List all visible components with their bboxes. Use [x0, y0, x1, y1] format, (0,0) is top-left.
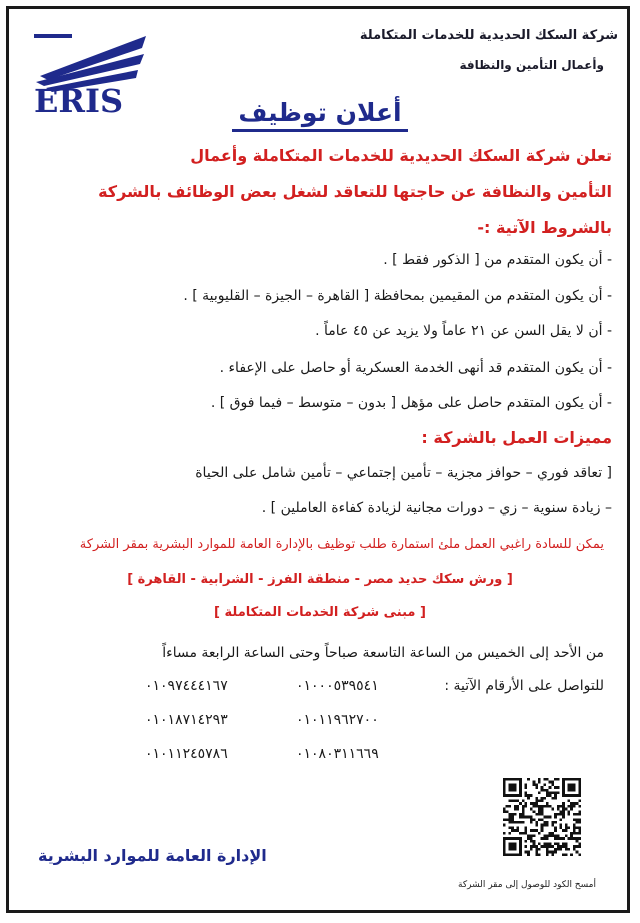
intro-line-3: بالشروط الآتية :- [477, 218, 612, 237]
condition-item: - أن يكون المتقدم قد أنهى الخدمة العسكرية أو حاصل على الإعفاء . [219, 360, 612, 376]
phone-number: ٠١٠٩٧٤٤٤١٦٧ [145, 678, 228, 694]
phone-number: ٠١٠٨٠٣١١٦٦٩ [296, 746, 379, 762]
working-hours: من الأحد إلى الخميس من الساعة التاسعة صباحاً وحتى الساعة الرابعة مساءاً [162, 645, 604, 661]
page-border [6, 6, 630, 913]
location-2: [ مبنى شركة الخدمات المتكاملة ] [214, 605, 426, 620]
benefits-heading: مميزات العمل بالشركة : [421, 428, 612, 447]
phone-number: ٠١٠٠٠٥٣٩٥٤١ [296, 678, 379, 694]
phone-number: ٠١٠١٨٧١٤٢٩٣ [145, 712, 228, 728]
benefits-line-2: – زيادة سنوية – زي – دورات مجانية لزيادة كفاءة العاملين ] . [261, 500, 612, 516]
condition-item: - أن يكون المتقدم من المقيمين بمحافظة [ القاهرة – الجيزة – القليوبية ] . [183, 288, 612, 304]
qr-caption: أمسح الكود للوصول إلى مقر الشركة [458, 880, 596, 890]
condition-item: - أن يكون المتقدم حاصل على مؤهل [ بدون – متوسط – فيما فوق ] . [210, 395, 612, 411]
page-title: أعلان توظيف [0, 98, 640, 127]
condition-item: - أن لا يقل السن عن ٢١ عاماً ولا يزيد عن ٤٥ عاماً . [315, 323, 612, 339]
qr-code [503, 778, 581, 856]
company-name: شركة السكك الحديدية للخدمات المتكاملة [359, 28, 618, 43]
company-subtitle: وأعمال التأمين والنظافة [459, 58, 604, 72]
intro-line-2: التأمين والنظافة عن حاجتها للتعاقد لشغل بعض الوظائف بالشركة [98, 182, 612, 201]
phone-number: ٠١٠١١٩٦٢٧٠٠ [296, 712, 379, 728]
contact-label: للتواصل على الأرقام الآتية : [444, 678, 604, 694]
phone-number: ٠١٠١١٢٤٥٧٨٦ [145, 746, 228, 762]
benefits-line-1: [ تعاقد فوري – حوافز مجزية – تأمين إجتماعي – تأمين شامل على الحياة [195, 465, 612, 481]
condition-item: - أن يكون المتقدم من [ الذكور فقط ] . [383, 252, 612, 268]
location-1: [ ورش سكك حديد مصر - منطقة الفرز - الشرابية - القاهرة ] [127, 572, 513, 587]
logo-text: ERIS [34, 82, 124, 114]
intro-line-1: تعلن شركة السكك الحديدية للخدمات المتكاملة وأعمال [190, 146, 612, 165]
department-signature: الإدارة العامة للموارد البشرية [38, 846, 267, 865]
apply-text: يمكن للسادة راغبي العمل ملئ استمارة طلب توظيف بالإدارة العامة للموارد البشرية بمقر الشركة [79, 537, 604, 552]
